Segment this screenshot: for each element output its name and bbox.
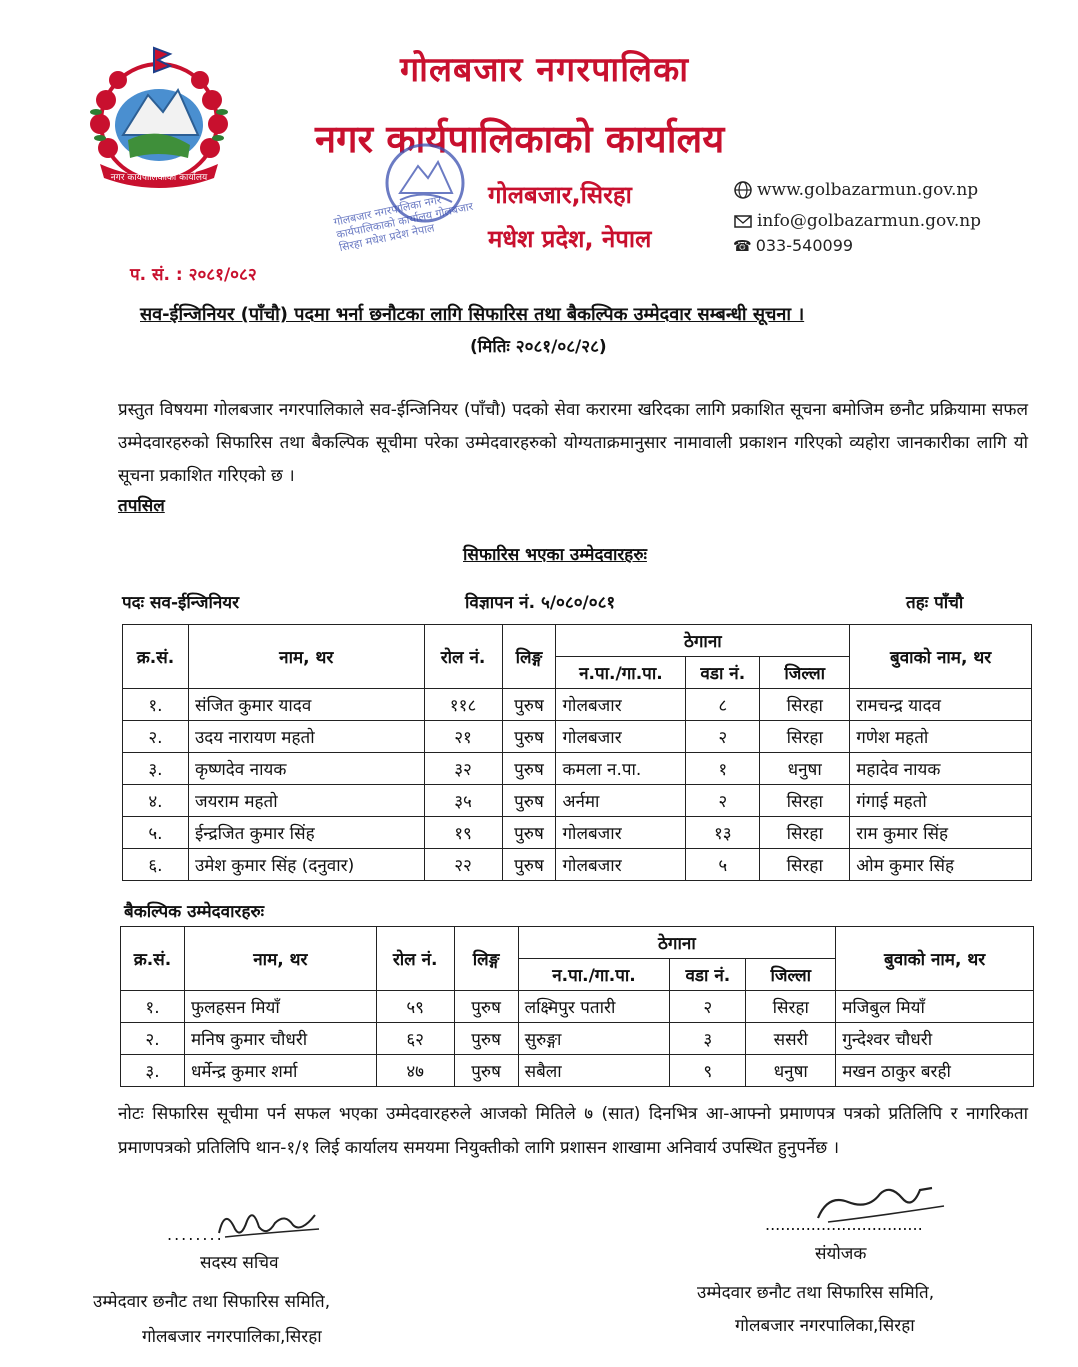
note-text: नोटः सिफारिस सूचीमा पर्न सफल भएका उम्मेदवारहरुले आजको मितिले ७ (सात) दिनभित्र आ-आफ्नो प्रमाणपत्र पत्रको प्रतिलिपि र नागरिकता प्रमाणपत्रको प्रतिलिपि थान-१/१ लिई कार्यालय समयमा नियुक्तीको लागि प्रशासन शाखामा अनिवार्य उपस्थित हुनुपर्नेछ ।: [118, 1104, 1028, 1158]
district-cell: सिरहा: [760, 721, 850, 753]
table-row: [123, 689, 1032, 721]
father-name-cell: मजिबुल मियाँ: [836, 991, 1034, 1023]
website-contact: [733, 180, 978, 200]
ward-cell: ३: [670, 1023, 746, 1055]
name-cell: ईन्द्रजित कुमार सिंह: [188, 817, 424, 849]
name-cell: फुलहसन मियाँ: [184, 991, 376, 1023]
name-cell: धर्मेन्द्र कुमार शर्मा: [184, 1055, 376, 1087]
roll-cell: ४७: [376, 1055, 454, 1087]
father-name-cell: गंगाई महतो: [850, 785, 1032, 817]
col-gender: लिङ्ग: [454, 927, 518, 991]
recommended-table: [122, 624, 1032, 881]
emblem-motto: नगर कार्यपालिकाको कार्यालय: [110, 173, 208, 183]
col-sn: क्र.सं.: [123, 625, 189, 689]
district-cell: ससरी: [746, 1023, 836, 1055]
schedule-label: तपसिल: [118, 496, 165, 516]
name-cell: संजित कुमार यादव: [188, 689, 424, 721]
col-ward: वडा नं.: [670, 959, 746, 991]
ward-cell: २: [686, 721, 760, 753]
father-name-cell: ओम कुमार सिंह: [850, 849, 1032, 881]
gender-cell: पुरुष: [454, 1023, 518, 1055]
phone-icon: ☎: [733, 236, 752, 255]
municipality-cell: लक्ष्मिपुर पतारी: [518, 991, 670, 1023]
envelope-icon: [733, 211, 753, 231]
roll-cell: ३५: [424, 785, 502, 817]
roll-cell: ११८: [424, 689, 502, 721]
phone-number: 033-540099: [755, 236, 854, 255]
name-cell: मनिष कुमार चौधरी: [184, 1023, 376, 1055]
col-father: बुवाको नाम, थर: [836, 927, 1034, 991]
name-cell: कृष्णदेव नायक: [188, 753, 424, 785]
advert-number: विज्ञापन नं. ५/०८०/०८१: [465, 593, 616, 613]
serial-cell: २.: [123, 721, 189, 753]
father-name-cell: महादेव नायक: [850, 753, 1032, 785]
table-row: [123, 721, 1032, 753]
municipality-cell: सबैला: [518, 1055, 670, 1087]
municipality-cell: गोलबजार: [556, 689, 686, 721]
left-signatory-role: सदस्य सचिव: [200, 1253, 279, 1273]
municipality-cell: गोलबजार: [556, 849, 686, 881]
name-cell: उमेश कुमार सिंह (दनुवार): [188, 849, 424, 881]
ward-cell: २: [670, 991, 746, 1023]
serial-cell: १.: [123, 689, 189, 721]
serial-cell: ५.: [123, 817, 189, 849]
left-signature-mark: [215, 1203, 325, 1247]
table-row: [121, 1023, 1034, 1055]
recommended-heading: सिफारिस भएका उम्मेदवारहरुः: [463, 545, 647, 565]
district-cell: सिरहा: [760, 849, 850, 881]
ward-cell: ५: [686, 849, 760, 881]
reference-number: प. सं. : २०८१/०८२: [130, 265, 257, 285]
right-signatory-role: संयोजक: [815, 1244, 867, 1264]
table-row: [123, 849, 1032, 881]
notice-body: प्रस्तुत विषयमा गोलबजार नगरपालिकाले सव-ईन्जिनियर (पाँचौ) पदको सेवा करारमा खरिदका लागि प्रकाशित सूचना बमोजिम छनौट प्रक्रियामा सफल उम्मेदवारहरुको सिफारिस तथा बैकल्पिक सूचीमा परेका उम्मेदवारहरुको योग्यताक्रमानुसार नामावाली प्रकाशन गरिएको व्यहोरा जानकारीका लागि यो सूचना प्रकाशित गरिएको छ ।: [118, 400, 1028, 486]
level-label: तहः पाँचौ: [906, 593, 964, 613]
serial-cell: २.: [121, 1023, 185, 1055]
ward-cell: २: [686, 785, 760, 817]
col-roll: रोल नं.: [376, 927, 454, 991]
roll-cell: २२: [424, 849, 502, 881]
col-district: जिल्ला: [746, 959, 836, 991]
col-roll: रोल नं.: [424, 625, 502, 689]
district-cell: धनुषा: [760, 753, 850, 785]
gender-cell: पुरुष: [502, 689, 556, 721]
col-gender: लिङ्ग: [502, 625, 556, 689]
alternate-heading: बैकल्पिक उम्मेदवारहरुः: [124, 902, 265, 922]
father-name-cell: गणेश महतो: [850, 721, 1032, 753]
email-link[interactable]: info@golbazarmun.gov.np: [757, 211, 982, 231]
table-row: [121, 1055, 1034, 1087]
municipality-cell: गोलबजार: [556, 721, 686, 753]
serial-cell: १.: [121, 991, 185, 1023]
office-location: गोलबजार,सिरहा: [488, 181, 632, 209]
gender-cell: पुरुष: [454, 991, 518, 1023]
roll-cell: २१: [424, 721, 502, 753]
right-office: गोलबजार नगरपालिका,सिरहा: [735, 1316, 915, 1336]
ward-cell: ८: [686, 689, 760, 721]
office-province: मधेश प्रदेश, नेपाल: [488, 225, 652, 253]
district-cell: सिरहा: [760, 689, 850, 721]
father-name-cell: राम कुमार सिंह: [850, 817, 1032, 849]
municipality-cell: अर्नमा: [556, 785, 686, 817]
serial-cell: ४.: [123, 785, 189, 817]
serial-cell: ३.: [121, 1055, 185, 1087]
municipality-cell: कमला न.पा.: [556, 753, 686, 785]
nepal-emblem: [78, 40, 240, 190]
table-row: [123, 785, 1032, 817]
gender-cell: पुरुष: [502, 785, 556, 817]
col-address: ठेगाना: [518, 927, 836, 959]
serial-cell: ६.: [123, 849, 189, 881]
notice-title: सव-ईन्जिनियर (पाँचौ) पदमा भर्ना छनौटका लागि सिफारिस तथा बैकल्पिक उम्मेदवार सम्बन्धी सूचना ।: [140, 304, 805, 325]
ward-cell: ९: [670, 1055, 746, 1087]
office-name: नगर कार्यपालिकाको कार्यालय: [315, 117, 725, 161]
notice-date: (मितिः २०८१/०८/२८): [470, 337, 607, 357]
col-district: जिल्ला: [760, 657, 850, 689]
gender-cell: पुरुष: [502, 849, 556, 881]
right-committee: उम्मेदवार छनौट तथा सिफारिस समिति,: [697, 1283, 935, 1303]
roll-cell: ६२: [376, 1023, 454, 1055]
ward-cell: १: [686, 753, 760, 785]
col-sn: क्र.सं.: [121, 927, 185, 991]
gender-cell: पुरुष: [502, 817, 556, 849]
col-father: बुवाको नाम, थर: [850, 625, 1032, 689]
left-committee: उम्मेदवार छनौट तथा सिफारिस समिति,: [93, 1292, 331, 1312]
serial-cell: ३.: [123, 753, 189, 785]
municipality-cell: सुरुङ्गा: [518, 1023, 670, 1055]
email-contact: [733, 211, 981, 231]
table-row: [123, 817, 1032, 849]
district-cell: सिरहा: [760, 785, 850, 817]
roll-cell: १९: [424, 817, 502, 849]
col-ward: वडा नं.: [686, 657, 760, 689]
name-cell: जयराम महतो: [188, 785, 424, 817]
roll-cell: ३२: [424, 753, 502, 785]
stamp-text: गोलबजार नगरपालिका नगर कार्यपालिकाको कार्यालय गोलबजार सिरहा मधेश प्रदेश नेपाल: [332, 193, 475, 255]
name-cell: उदय नारायण महतो: [188, 721, 424, 753]
district-cell: सिरहा: [746, 991, 836, 1023]
right-signature-dots: ...............................: [765, 1215, 923, 1234]
col-municipality: न.पा./गा.पा.: [518, 959, 670, 991]
table-row: [121, 991, 1034, 1023]
gender-cell: पुरुष: [502, 721, 556, 753]
municipality-name: गोलबजार नगरपालिका: [400, 50, 690, 90]
col-name: नाम, थर: [188, 625, 424, 689]
district-cell: धनुषा: [746, 1055, 836, 1087]
ward-cell: १३: [686, 817, 760, 849]
phone-contact: [733, 236, 853, 255]
left-office: गोलबजार नगरपालिका,सिरहा: [142, 1327, 322, 1347]
col-address: ठेगाना: [556, 625, 850, 657]
left-signature-dots: ........: [167, 1225, 224, 1244]
globe-icon: [733, 180, 753, 200]
father-name-cell: रामचन्द्र यादव: [850, 689, 1032, 721]
father-name-cell: मखन ठाकुर बरही: [836, 1055, 1034, 1087]
table-row: [123, 753, 1032, 785]
district-cell: सिरहा: [760, 817, 850, 849]
gender-cell: पुरुष: [502, 753, 556, 785]
col-name: नाम, थर: [184, 927, 376, 991]
alternate-table: [120, 926, 1034, 1087]
municipality-cell: गोलबजार: [556, 817, 686, 849]
roll-cell: ५९: [376, 991, 454, 1023]
col-municipality: न.पा./गा.पा.: [556, 657, 686, 689]
gender-cell: पुरुष: [454, 1055, 518, 1087]
father-name-cell: गुन्देश्वर चौधरी: [836, 1023, 1034, 1055]
website-link[interactable]: www.golbazarmun.gov.np: [757, 180, 979, 200]
post-label: पदः सव-ईन्जिनियर: [122, 593, 240, 613]
